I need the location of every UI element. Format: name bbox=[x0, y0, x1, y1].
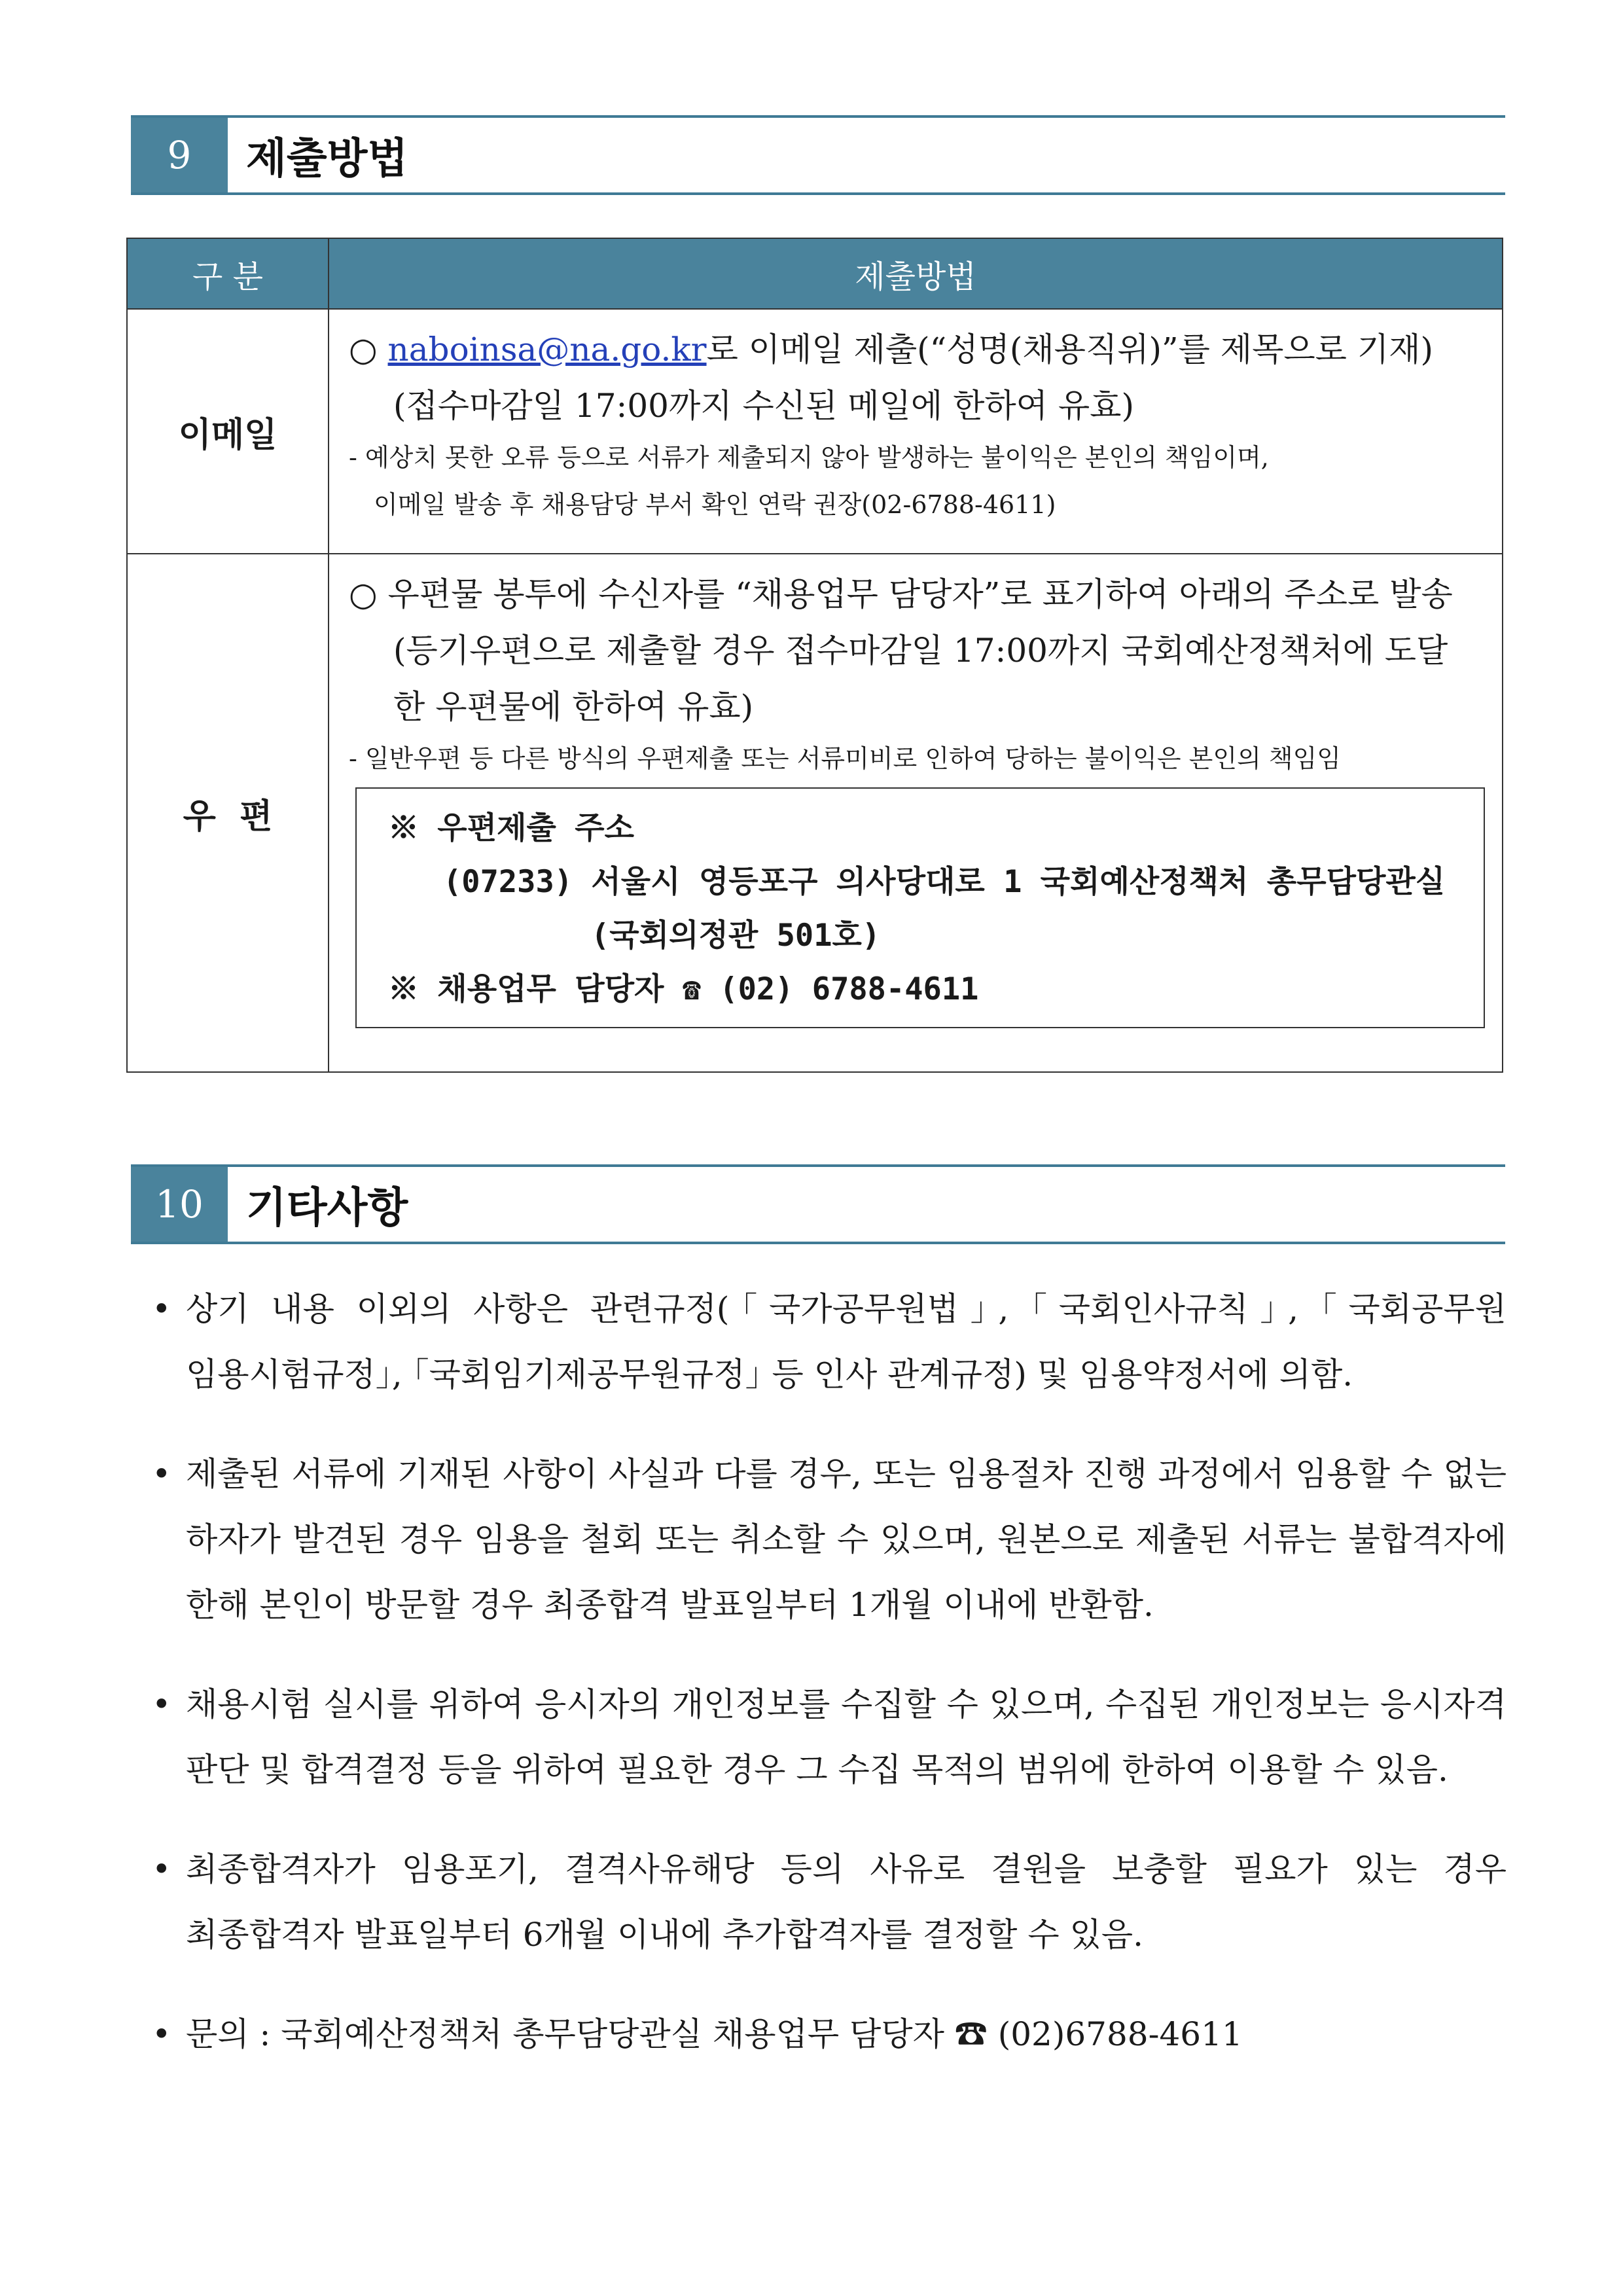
bullet-icon: • bbox=[152, 2015, 171, 2053]
section-9-title: 제출방법 bbox=[246, 135, 408, 183]
email-row-label: 이메일 bbox=[127, 309, 329, 554]
list-item bbox=[152, 2001, 1507, 2067]
post-row-content bbox=[329, 554, 1503, 1072]
contact-line: ※ 채용업무 담당자 ☎ (02) 6788-4611 bbox=[388, 971, 979, 1007]
postal-address-box bbox=[355, 787, 1485, 1028]
header-method: 제출방법 bbox=[329, 238, 1503, 309]
list-item bbox=[152, 1672, 1507, 1803]
post-row-label: 우 편 bbox=[127, 554, 329, 1072]
email-line-1 bbox=[349, 321, 1491, 378]
bullet-text: 제출된 서류에 기재된 사항이 사실과 다를 경우, 또는 임용절차 진행 과정에서 임용할 수 없는 하자가 발견된 경우 임용을 철회 또는 취소할 수 있으며, 원본으로 제출된 서류는 불합격자에 한해 본인이 방문할 경우 최종합격 발표일부터 1개월 이내에 반환함. bbox=[186, 1455, 1507, 1624]
email-line-2: (접수마감일 17:00까지 수신된 메일에 한하여 유효) bbox=[393, 387, 1134, 425]
bullet-icon: • bbox=[152, 1685, 171, 1723]
address-line: (07233) 서울시 영등포구 의사당대로 1 국회예산정책처 총무담당관실 bbox=[443, 864, 1446, 900]
bullet-icon: • bbox=[152, 1455, 171, 1493]
email-note-1: - 예상치 못한 오류 등으로 서류가 제출되지 않아 발생하는 불이익은 본인의 책임이며, bbox=[349, 443, 1269, 472]
list-item bbox=[152, 1441, 1507, 1638]
email-row bbox=[127, 309, 1503, 554]
post-line-2: (등기우편으로 제출할 경우 접수마감일 17:00까지 국회예산정책처에 도달 bbox=[393, 632, 1448, 670]
bullet-icon: • bbox=[152, 1290, 171, 1328]
bullet-text: 상기 내용 이외의 사항은 관련규정(｢국가공무원법｣, ｢국회인사규칙｣, ｢국회공무원 임용시험규정｣, ｢국회임기제공무원규정｣ 등 인사 관계규정) 및 임용약정서에 의함. bbox=[186, 1290, 1507, 1393]
list-item bbox=[152, 1276, 1507, 1407]
email-instruction: 로 이메일 제출(“성명(채용직위)”를 제목으로 기재) bbox=[706, 331, 1433, 368]
address-room: (국회의정관 501호) bbox=[591, 918, 881, 954]
post-line-3: 한 우편물에 한하여 유효) bbox=[393, 688, 754, 726]
list-item bbox=[152, 1837, 1507, 1967]
email-link[interactable]: naboinsa@na.go.kr bbox=[387, 331, 707, 368]
email-row-content bbox=[329, 309, 1503, 554]
section-10-header bbox=[131, 1164, 1505, 1244]
bullet-icon: • bbox=[152, 1850, 171, 1888]
email-note-2: 이메일 발송 후 채용담당 부서 확인 연락 권장(02-6788-4611) bbox=[374, 490, 1056, 519]
header-category: 구 분 bbox=[127, 238, 329, 309]
circle-bullet: ○ bbox=[349, 331, 378, 368]
bullet-text: 문의 : 국회예산정책처 총무담당관실 채용업무 담당자 ☎ (02)6788-4611 bbox=[186, 2015, 1243, 2053]
bullet-text: 최종합격자가 임용포기, 결격사유해당 등의 사유로 결원을 보충할 필요가 있는 경우 최종합격자 발표일부터 6개월 이내에 추가합격자를 결정할 수 있음. bbox=[186, 1850, 1507, 1954]
section-9-number: 9 bbox=[131, 118, 228, 192]
section-9-header bbox=[131, 115, 1505, 195]
post-line-1: ○ 우편물 봉투에 수신자를 “채용업무 담당자”로 표기하여 아래의 주소로 발송 bbox=[349, 575, 1453, 613]
table-header-row bbox=[127, 238, 1503, 309]
bullet-text: 채용시험 실시를 위하여 응시자의 개인정보를 수집할 수 있으며, 수집된 개인정보는 응시자격 판단 및 합격결정 등을 위하여 필요한 경우 그 수집 목적의 범위에 한하여 이용할 수 있음. bbox=[186, 1685, 1507, 1789]
misc-bullet-list bbox=[152, 1276, 1507, 2101]
submission-table bbox=[126, 238, 1503, 1073]
section-10-number: 10 bbox=[131, 1167, 228, 1242]
section-10-title: 기타사항 bbox=[246, 1184, 408, 1232]
address-heading: ※ 우편제출 주소 bbox=[388, 810, 635, 846]
post-note: - 일반우편 등 다른 방식의 우편제출 또는 서류미비로 인하여 당하는 불이익은 본인의 책임임 bbox=[349, 744, 1341, 773]
post-row bbox=[127, 554, 1503, 1072]
